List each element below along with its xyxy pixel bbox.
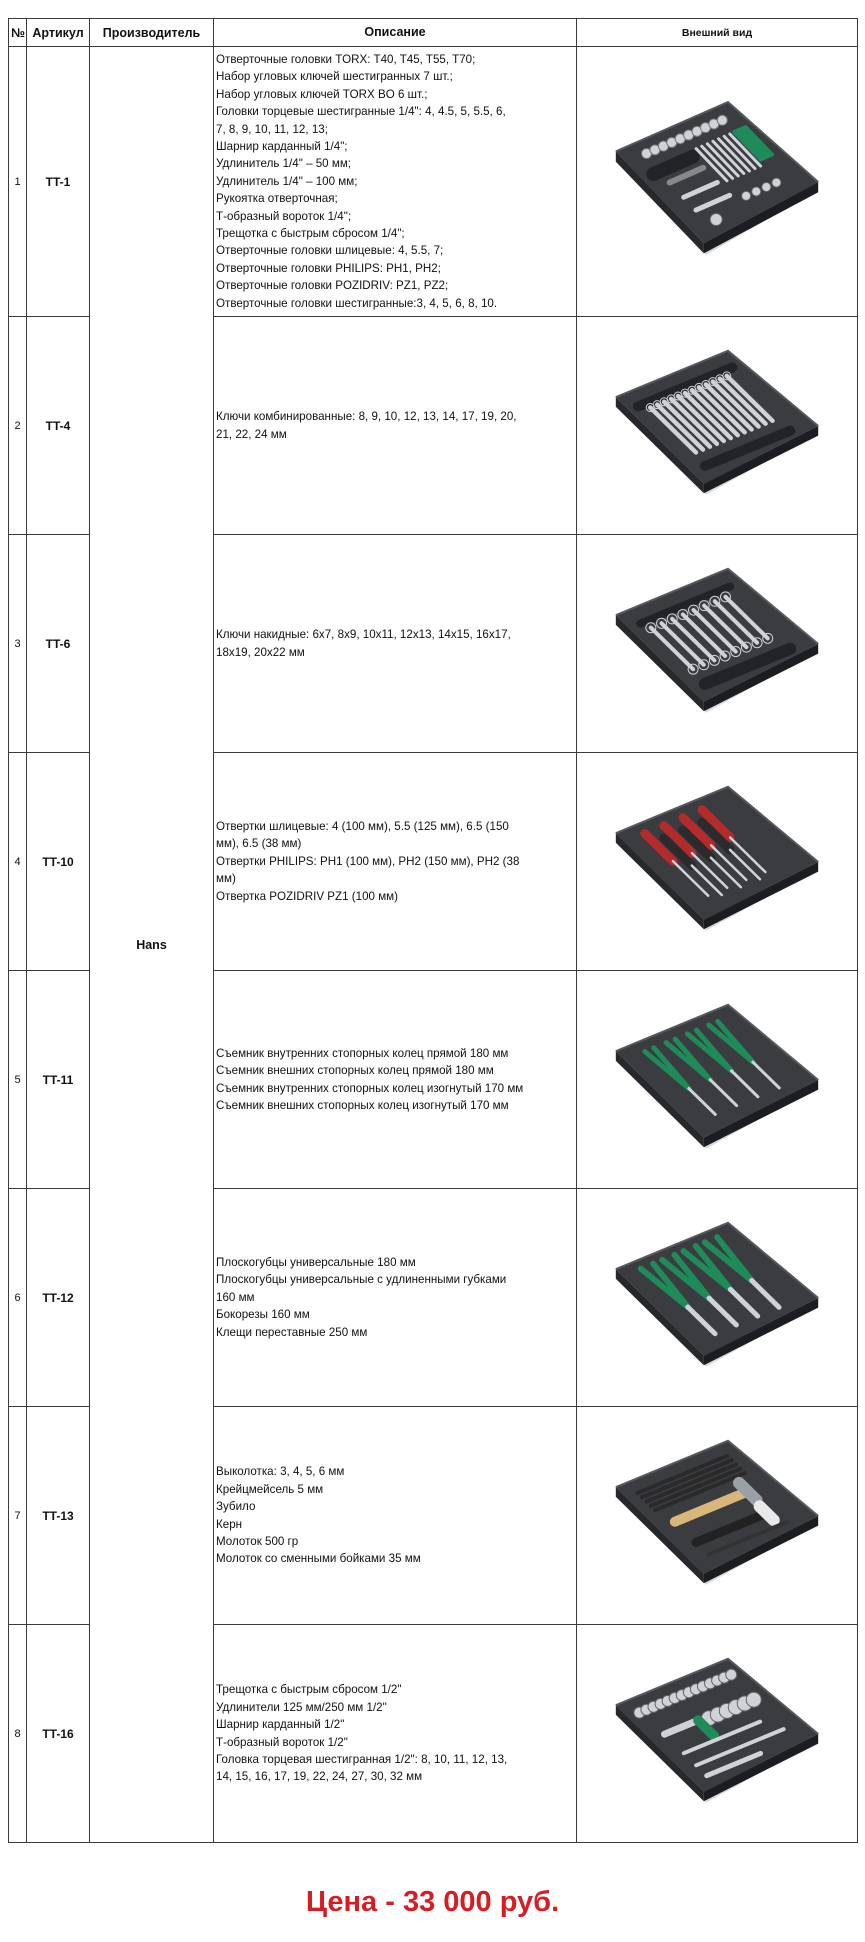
- description-line: Отверточные головки TORX: T40, T45, T55, T70;: [216, 52, 476, 66]
- description-line: Съемник внутренних стопорных колец прямой 180 мм: [216, 1046, 509, 1060]
- tool-tray-pliers-icon: [607, 1218, 827, 1378]
- row-article: TT-11: [27, 971, 90, 1189]
- description-line: Набор угловых ключей TORX BO 6 шт.;: [216, 87, 428, 101]
- description-line: Т-образный вороток 1/4";: [216, 209, 352, 223]
- row-view: [577, 47, 858, 317]
- row-description: [214, 1625, 577, 1843]
- description-line: Плоскогубцы универсальные с удлиненными губками: [216, 1273, 507, 1287]
- description-line: Набор угловых ключей шестигранных 7 шт.;: [216, 70, 453, 84]
- header-description: Описание: [214, 19, 577, 47]
- row-num: 8: [9, 1625, 27, 1843]
- description-line: 14, 15, 16, 17, 19, 22, 24, 27, 30, 32 мм: [216, 1770, 423, 1784]
- row-num: 1: [9, 47, 27, 317]
- description-line: Головки торцевые шестигранные 1/4": 4, 4.5, 5, 5.5, 6,: [216, 105, 506, 119]
- table-row: [9, 47, 858, 317]
- row-article: TT-13: [27, 1407, 90, 1625]
- row-view: [577, 317, 858, 535]
- description-line: Отверточные головки PHILIPS: PH1, PH2;: [216, 261, 441, 275]
- row-description: [214, 753, 577, 971]
- row-view: [577, 535, 858, 753]
- row-article: TT-1: [27, 47, 90, 317]
- product-table: [8, 18, 858, 1843]
- description-line: Отверточные головки шлицевые: 4, 5.5, 7;: [216, 244, 444, 258]
- header-view: Внешний вид: [577, 19, 858, 47]
- description-line: Плоскогубцы универсальные 180 мм: [216, 1255, 416, 1269]
- row-view: [577, 1407, 858, 1625]
- description-line: мм), 6.5 (38 мм): [216, 837, 302, 851]
- description-line: 21, 22, 24 мм: [216, 427, 287, 441]
- price-label: Цена - 33 000 руб.: [305, 1886, 560, 1918]
- row-article: TT-6: [27, 535, 90, 753]
- description-line: 160 мм: [216, 1290, 255, 1304]
- description-line: мм): [216, 872, 236, 886]
- manufacturer-cell: Hans: [90, 47, 214, 1843]
- description-line: Удлинитель 1/4" – 50 мм;: [216, 157, 352, 171]
- row-description: [214, 1189, 577, 1407]
- description-line: Трещотка с быстрым сбросом 1/2": [216, 1683, 402, 1697]
- row-description: [214, 317, 577, 535]
- description-line: Шарнир карданный 1/4";: [216, 139, 348, 153]
- description-line: Клещи переставные 250 мм: [216, 1325, 368, 1339]
- description-line: Отвертки шлицевые: 4 (100 мм), 5.5 (125 мм), 6.5 (150: [216, 819, 509, 833]
- tool-tray-half-inch-sockets-icon: [607, 1654, 827, 1814]
- row-view: [577, 1189, 858, 1407]
- table-header-row: [9, 19, 858, 47]
- header-num: №: [9, 19, 27, 47]
- row-article: TT-10: [27, 753, 90, 971]
- description-line: Отверточные головки шестигранные:3, 4, 5, 6, 8, 10.: [216, 296, 498, 310]
- description-line: Керн: [216, 1517, 243, 1531]
- description-line: Отверточные головки POZIDRIV: PZ1, PZ2;: [216, 279, 449, 293]
- tool-tray-hammers-chisels-icon: [607, 1436, 827, 1596]
- description-line: Съемник внутренних стопорных колец изогнутый 170 мм: [216, 1081, 524, 1095]
- description-line: Молоток со сменными бойками 35 мм: [216, 1552, 421, 1566]
- description-line: Крейцмейсель 5 мм: [216, 1482, 324, 1496]
- header-article: Артикул: [27, 19, 90, 47]
- description-line: Шарнир карданный 1/2": [216, 1718, 345, 1732]
- row-description: [214, 1407, 577, 1625]
- description-line: Съемник внешних стопорных колец прямой 180 мм: [216, 1064, 494, 1078]
- row-num: 2: [9, 317, 27, 535]
- tool-tray-ring-wrenches-icon: [607, 564, 827, 724]
- row-description: [214, 47, 577, 317]
- row-article: TT-16: [27, 1625, 90, 1843]
- row-num: 5: [9, 971, 27, 1189]
- row-description: [214, 971, 577, 1189]
- row-article: TT-12: [27, 1189, 90, 1407]
- description-line: Съемник внешних стопорных колец изогнутый 170 мм: [216, 1098, 509, 1112]
- description-line: Т-образный вороток 1/2": [216, 1735, 348, 1749]
- description-line: 18х19, 20х22 мм: [216, 645, 305, 659]
- row-description: [214, 535, 577, 753]
- description-line: Ключи комбинированные: 8, 9, 10, 12, 13, 14, 17, 19, 20,: [216, 410, 517, 424]
- row-num: 7: [9, 1407, 27, 1625]
- description-line: Рукоятка отверточная;: [216, 192, 338, 206]
- description-line: 7, 8, 9, 10, 11, 12, 13;: [216, 122, 328, 136]
- description-line: Трещотка с быстрым сбросом 1/4";: [216, 227, 405, 241]
- row-num: 6: [9, 1189, 27, 1407]
- tool-tray-combination-wrenches-icon: [607, 346, 827, 506]
- description-line: Выколотка: 3, 4, 5, 6 мм: [216, 1465, 345, 1479]
- description-line: Удлинитель 1/4" – 100 мм;: [216, 174, 358, 188]
- description-line: Отвертки PHILIPS: PH1 (100 мм), PH2 (150 мм), PH2 (38: [216, 854, 520, 868]
- description-line: Ключи накидные: 6х7, 8х9, 10х11, 12х13, 14х15, 16х17,: [216, 628, 511, 642]
- description-line: Бокорезы 160 мм: [216, 1308, 310, 1322]
- description-line: Зубило: [216, 1500, 256, 1514]
- row-view: [577, 753, 858, 971]
- description-line: Молоток 500 гр: [216, 1534, 299, 1548]
- description-line: Удлинители 125 мм/250 мм 1/2": [216, 1700, 387, 1714]
- row-num: 3: [9, 535, 27, 753]
- tool-tray-circlip-pliers-icon: [607, 1000, 827, 1160]
- table-body: [9, 47, 858, 1843]
- row-view: [577, 1625, 858, 1843]
- header-manufacturer: Производитель: [90, 19, 214, 47]
- tool-tray-screwdrivers-icon: [607, 782, 827, 942]
- row-num: 4: [9, 753, 27, 971]
- description-line: Головка торцевая шестигранная 1/2": 8, 10, 11, 12, 13,: [216, 1752, 508, 1766]
- tool-tray-sockets-hex-keys-icon: [607, 97, 827, 267]
- description-line: Отвертка POZIDRIV PZ1 (100 мм): [216, 889, 398, 903]
- row-view: [577, 971, 858, 1189]
- row-article: TT-4: [27, 317, 90, 535]
